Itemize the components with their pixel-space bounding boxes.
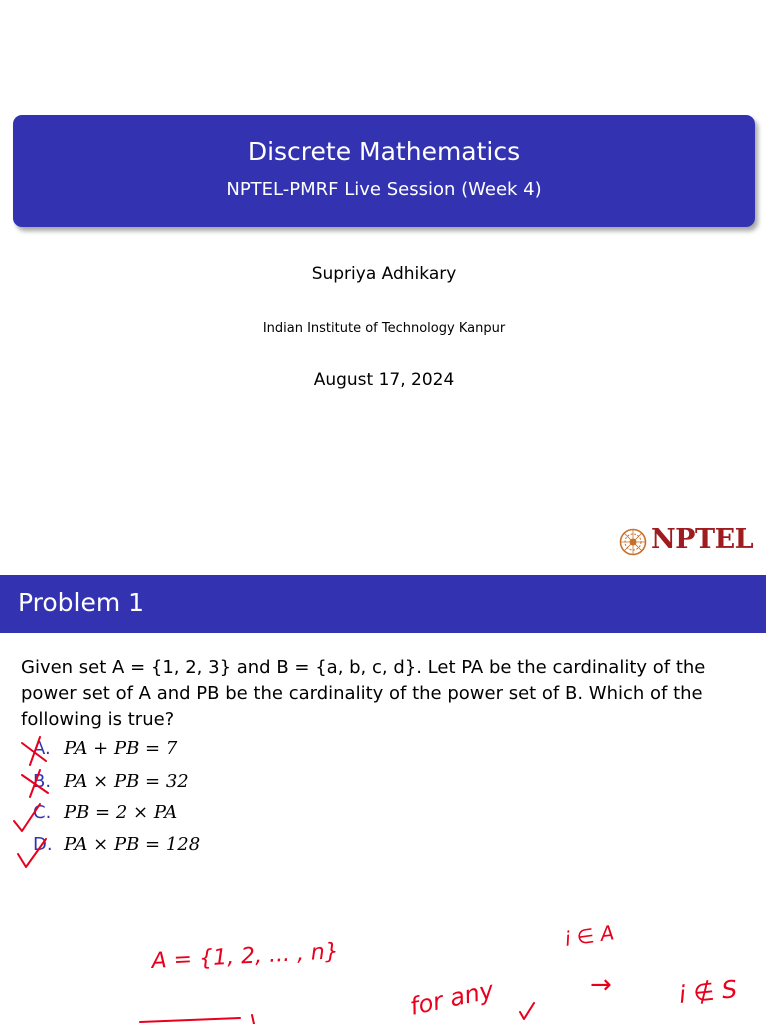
option-b — [33, 771, 189, 792]
frame-title-bar — [0, 575, 766, 633]
problem-line-1: Given set A = {1, 2, 3} and B = {a, b, c, d}. Let PA be the cardinality of the — [21, 657, 706, 678]
ink-stroke — [140, 1015, 254, 1024]
presentation-subtitle: NPTEL-PMRF Live Session (Week 4) — [226, 179, 542, 200]
presentation-title: Discrete Mathematics — [247, 137, 521, 166]
nptel-emblem-icon — [619, 528, 647, 556]
nptel-logo — [619, 523, 759, 563]
option-b-label: B. — [33, 771, 52, 792]
handwritten-note-arrow: → — [590, 970, 612, 1000]
option-a-expression: PA + PB = 7 — [64, 738, 178, 759]
handwritten-annotations — [0, 575, 768, 1024]
author-name: Supriya Adhikary — [311, 264, 457, 284]
title-banner — [13, 115, 755, 227]
institute-name: Indian Institute of Technology Kanpur — [262, 321, 506, 336]
nptel-logo-text: NPTEL — [651, 524, 754, 555]
problem-line-3: following is true? — [21, 709, 175, 730]
check-mark-note-icon — [520, 1003, 534, 1019]
problem-slide — [0, 575, 768, 1024]
option-a-label: A. — [33, 738, 51, 759]
presentation-date: August 17, 2024 — [313, 370, 455, 390]
handwritten-note-not-element: i ∉ S — [677, 975, 739, 1009]
handwritten-note-element: i ∈ A — [563, 920, 616, 951]
option-c — [33, 802, 177, 823]
option-b-expression: PA × PB = 32 — [64, 771, 189, 792]
option-d-label: D. — [33, 834, 53, 855]
handwritten-note-for-any: for any — [407, 975, 497, 1021]
handwritten-note-set: A = {1, 2, ... , n} — [151, 939, 340, 974]
option-d-expression: PA × PB = 128 — [64, 834, 201, 855]
problem-line-2: power set of A and PB be the cardinality of the power set of B. Which of the — [21, 683, 703, 704]
option-d — [33, 834, 200, 855]
option-c-label: C. — [33, 802, 52, 823]
frame-title: Problem 1 — [18, 588, 145, 617]
option-c-expression: PB = 2 × PA — [64, 802, 178, 823]
option-a — [33, 738, 177, 759]
problem-statement — [21, 655, 741, 733]
